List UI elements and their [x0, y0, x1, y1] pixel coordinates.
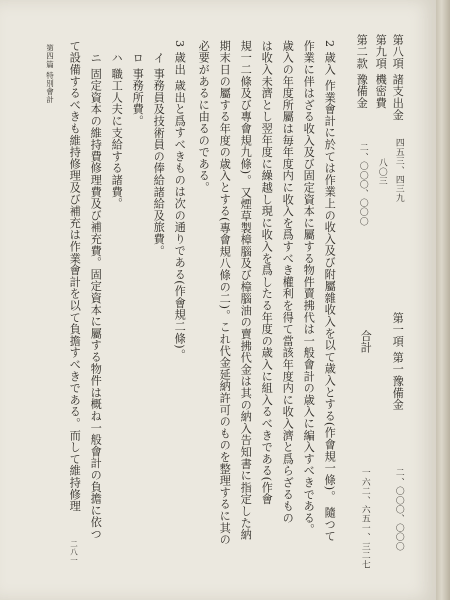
list-item-ni-line-1: ニ 固定資本の維持費修理費及び補充費。固定資本に屬する物件は概ね一般會計の負擔に依つ: [89, 52, 103, 540]
header-section-8: 第八項 諸支出金: [391, 34, 405, 121]
list-item-ro: ロ 事務所費。: [131, 52, 145, 127]
header-section-2: 第二款 豫備金: [355, 34, 369, 109]
header-total-label: 合計: [359, 330, 373, 354]
header-amount-4: 二、〇〇〇、〇〇〇: [393, 468, 404, 551]
running-title: 第四篇 特別會計: [45, 44, 55, 104]
header-item-right: 第一項 第一豫備金: [391, 312, 405, 411]
paragraph-2-line-5: 規一二條及び專會規九條)。又煙草製樟腦及び樟腦油の賣拂代金は其の納入告知書に指定した納: [239, 40, 253, 541]
header-amount-5: 一六二、六五一、三二七: [359, 468, 370, 570]
list-item-i: イ 事務員及技術員の俸給諸給及旅費。: [152, 52, 166, 257]
paragraph-2-line-6: 期末日の屬する年度の歳入とする(專會規八條の二)。これ代金延納許可のものを整理するに其の: [218, 40, 232, 546]
header-amount-1: 四五三、四三九: [393, 138, 404, 203]
list-item-ha: ハ 職工人夫に支給する諸費。: [110, 52, 124, 210]
paragraph-3-line-1: 3 歳出 歳出と爲すべきものは次の通りである(作會規二條)。: [173, 40, 187, 361]
paragraph-2-line-2: 作業に伴はざる收入及び固定資本に屬する物件賣拂代は一般會計の歳入に編入すべきである。: [302, 40, 316, 536]
header-section-9: 第九項 機密費: [374, 34, 388, 109]
paragraph-2-line-3: 歳入の年度所屬は毎年度内に收入を爲すべき權利を得て當該年度内に收入濟と爲らざるもの: [281, 40, 295, 524]
header-amount-3: 二、〇〇〇、〇〇〇: [357, 143, 368, 226]
book-gutter: [436, 0, 450, 600]
paragraph-2-line-4: は收入未濟とし翌年度に繰越し現に收入を爲したる年度の歳入に組入るべきである(作會: [260, 40, 274, 506]
paragraph-2-line-1: 2 歳入 作業會計に於ては作業上の收入及び附屬雜收入を以て歳入とする(作會規一條)。 隨つて: [323, 40, 337, 543]
page-number: 二八一: [69, 540, 79, 565]
paragraph-2-line-7: 必要があるに由るのである。: [197, 40, 211, 194]
header-amount-2: 八〇三: [376, 158, 387, 186]
list-item-ni-line-2: て設備するべきも維持修理及び補充は作業會計を以て負擔すべきである。而して維持修理: [68, 40, 82, 512]
